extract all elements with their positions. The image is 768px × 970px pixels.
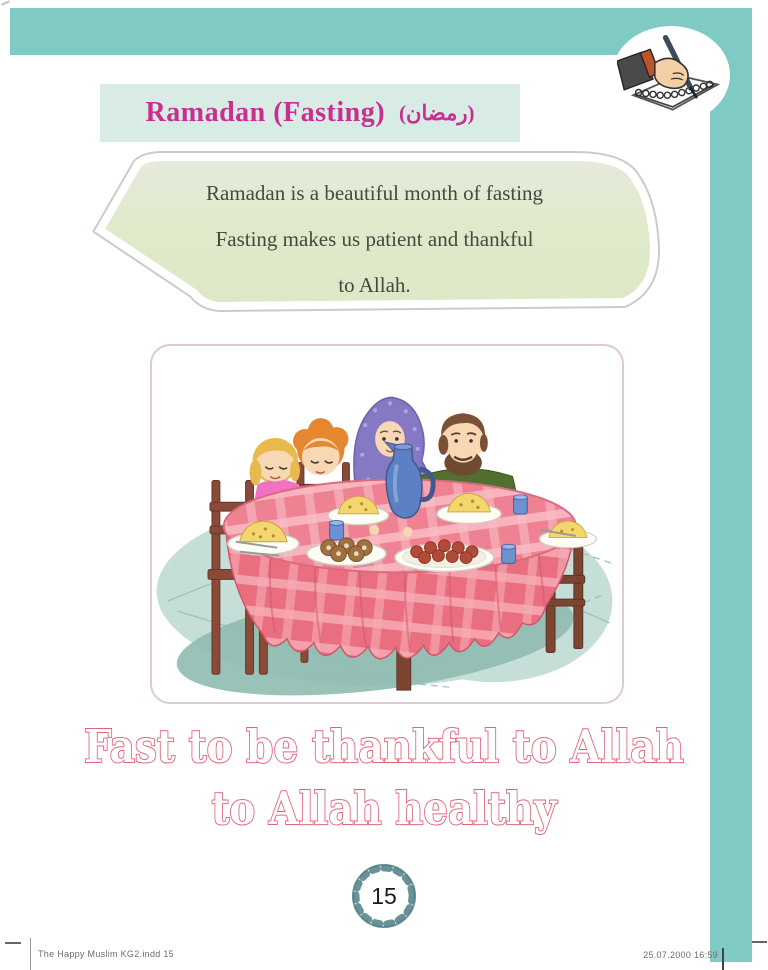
hand-writing-icon	[617, 31, 725, 119]
corner-crop-mark	[1, 0, 10, 5]
hand-writing-badge	[612, 26, 730, 124]
lesson-line-1: Ramadan is a beautiful month of fasting	[205, 181, 544, 205]
lesson-line-2: Fasting makes us patient and thankful	[215, 227, 534, 251]
crop-mark	[752, 941, 767, 943]
cup	[502, 544, 516, 563]
mother-hand	[369, 525, 379, 535]
hand	[655, 58, 688, 88]
footer-filename: The Happy Muslim KG2.indd 15	[38, 949, 174, 959]
page-title: Ramadan (Fasting)	[145, 97, 386, 128]
crop-mark	[722, 948, 724, 970]
page-number: 15	[371, 883, 397, 909]
slogan-line-1: Fast to be thankful to Allah	[84, 720, 684, 773]
family-iftar-illustration	[152, 346, 618, 698]
slogan-line-2: to Allah healthy	[211, 782, 559, 835]
page-title-arabic: (رمضان)	[399, 100, 475, 125]
cup	[514, 495, 528, 514]
footer-timestamp: 25.07.2000 16:59	[643, 950, 718, 960]
crop-mark	[5, 942, 21, 944]
illustration-card	[150, 344, 624, 704]
mother-hand	[403, 527, 413, 537]
crop-mark	[30, 938, 31, 970]
lesson-text	[122, 170, 627, 308]
cup	[330, 521, 344, 540]
lesson-line-3: to Allah.	[338, 273, 411, 297]
slogan-text	[0, 712, 768, 840]
page-number-badge	[348, 860, 420, 932]
title-banner	[100, 84, 520, 142]
